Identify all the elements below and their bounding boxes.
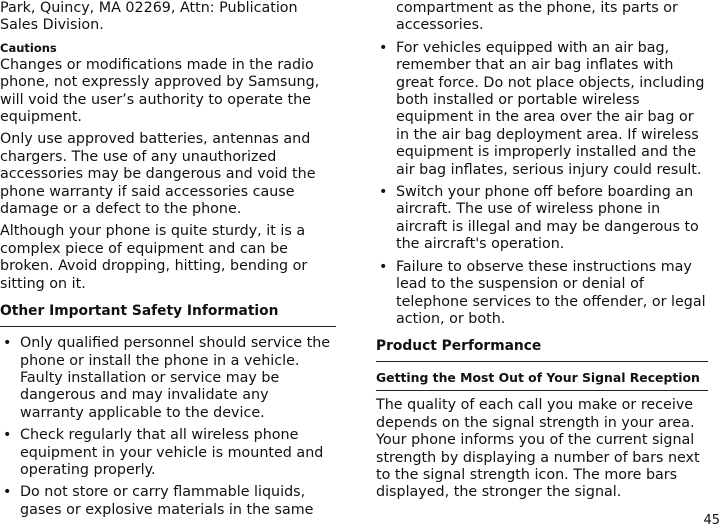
cautions-heading: Cautions: [0, 40, 57, 55]
list-item-text: Do not store or carry flammable liquids, gases or explosive materials in the same: [20, 484, 314, 518]
page-number: 45: [703, 513, 720, 528]
product-performance-heading: Product Performance: [376, 338, 708, 362]
cautions-paragraph-3: Although your phone is quite sturdy, it is a complex piece of equipment and can be broken. Avoid dropping, hitting, bending or sitting on it.: [0, 223, 308, 292]
bullet-icon: •: [3, 427, 12, 444]
safety-bullet-list: [0, 335, 336, 519]
bullet-icon: •: [3, 484, 12, 501]
list-item-text: Only qualified personnel should service the phone or install the phone in a vehicle. Faulty installation or service may be dangerous and may invalidate any warranty applicable to the device.: [20, 335, 331, 421]
cautions-paragraph-2: Only use approved batteries, antennas and chargers. The use of any unauthorized accessories may be dangerous and void the phone warranty if said accessories cause damage or a defect to the phone.: [0, 131, 316, 218]
list-item-continuation: [376, 0, 708, 35]
bullet-icon: •: [379, 184, 388, 201]
list-item-text: Check regularly that all wireless phone equipment in your vehicle is mounted and operating properly.: [20, 427, 324, 478]
list-item: [0, 484, 336, 519]
list-item: [0, 427, 336, 479]
left-column: [0, 0, 336, 524]
list-item: [376, 40, 708, 179]
bullet-icon: •: [379, 39, 388, 56]
list-item: [376, 184, 708, 254]
bullet-icon: •: [379, 258, 388, 275]
list-item: [0, 335, 336, 422]
bullet-icon: •: [3, 335, 12, 352]
intro-continuation: Park, Quincy, MA 02269, Attn: Publication Sales Division.: [0, 0, 298, 34]
list-item: [376, 259, 708, 329]
signal-reception-heading: Getting the Most Out of Your Signal Reception: [376, 370, 708, 391]
safety-bullet-list-continued: [376, 0, 708, 328]
other-safety-heading: Other Important Safety Information: [0, 303, 336, 327]
cautions-paragraph-1: Changes or modifications made in the radio phone, not expressly approved by Samsung, will void the user’s authority to operate the equipment.: [0, 56, 320, 126]
signal-reception-paragraph: The quality of each call you make or receive depends on the signal strength in your area. Your phone informs you of the current signal strength by displaying a number of bars next to the signal strength icon. The more bars displayed, the stronger the signal.: [376, 397, 700, 501]
right-column: [376, 0, 708, 502]
list-item-text: For vehicles equipped with an air bag, remember that an air bag inflates with great force. Do not place objects, including both installed or portable wireless equipment in the area over the air bag or in the air bag deployment area. If wireless equipment is improperly installed and the air bag inflates, serious injury could result.: [396, 39, 705, 178]
list-item-text: compartment as the phone, its parts or accessories.: [396, 0, 678, 34]
list-item-text: Switch your phone off before boarding an aircraft. The use of wireless phone in aircraft is illegal and may be dangerous to the aircraft's operation.: [396, 184, 699, 253]
list-item-text: Failure to observe these instructions may lead to the suspension or denial of telephone services to the offender, or legal action, or both.: [396, 258, 706, 327]
